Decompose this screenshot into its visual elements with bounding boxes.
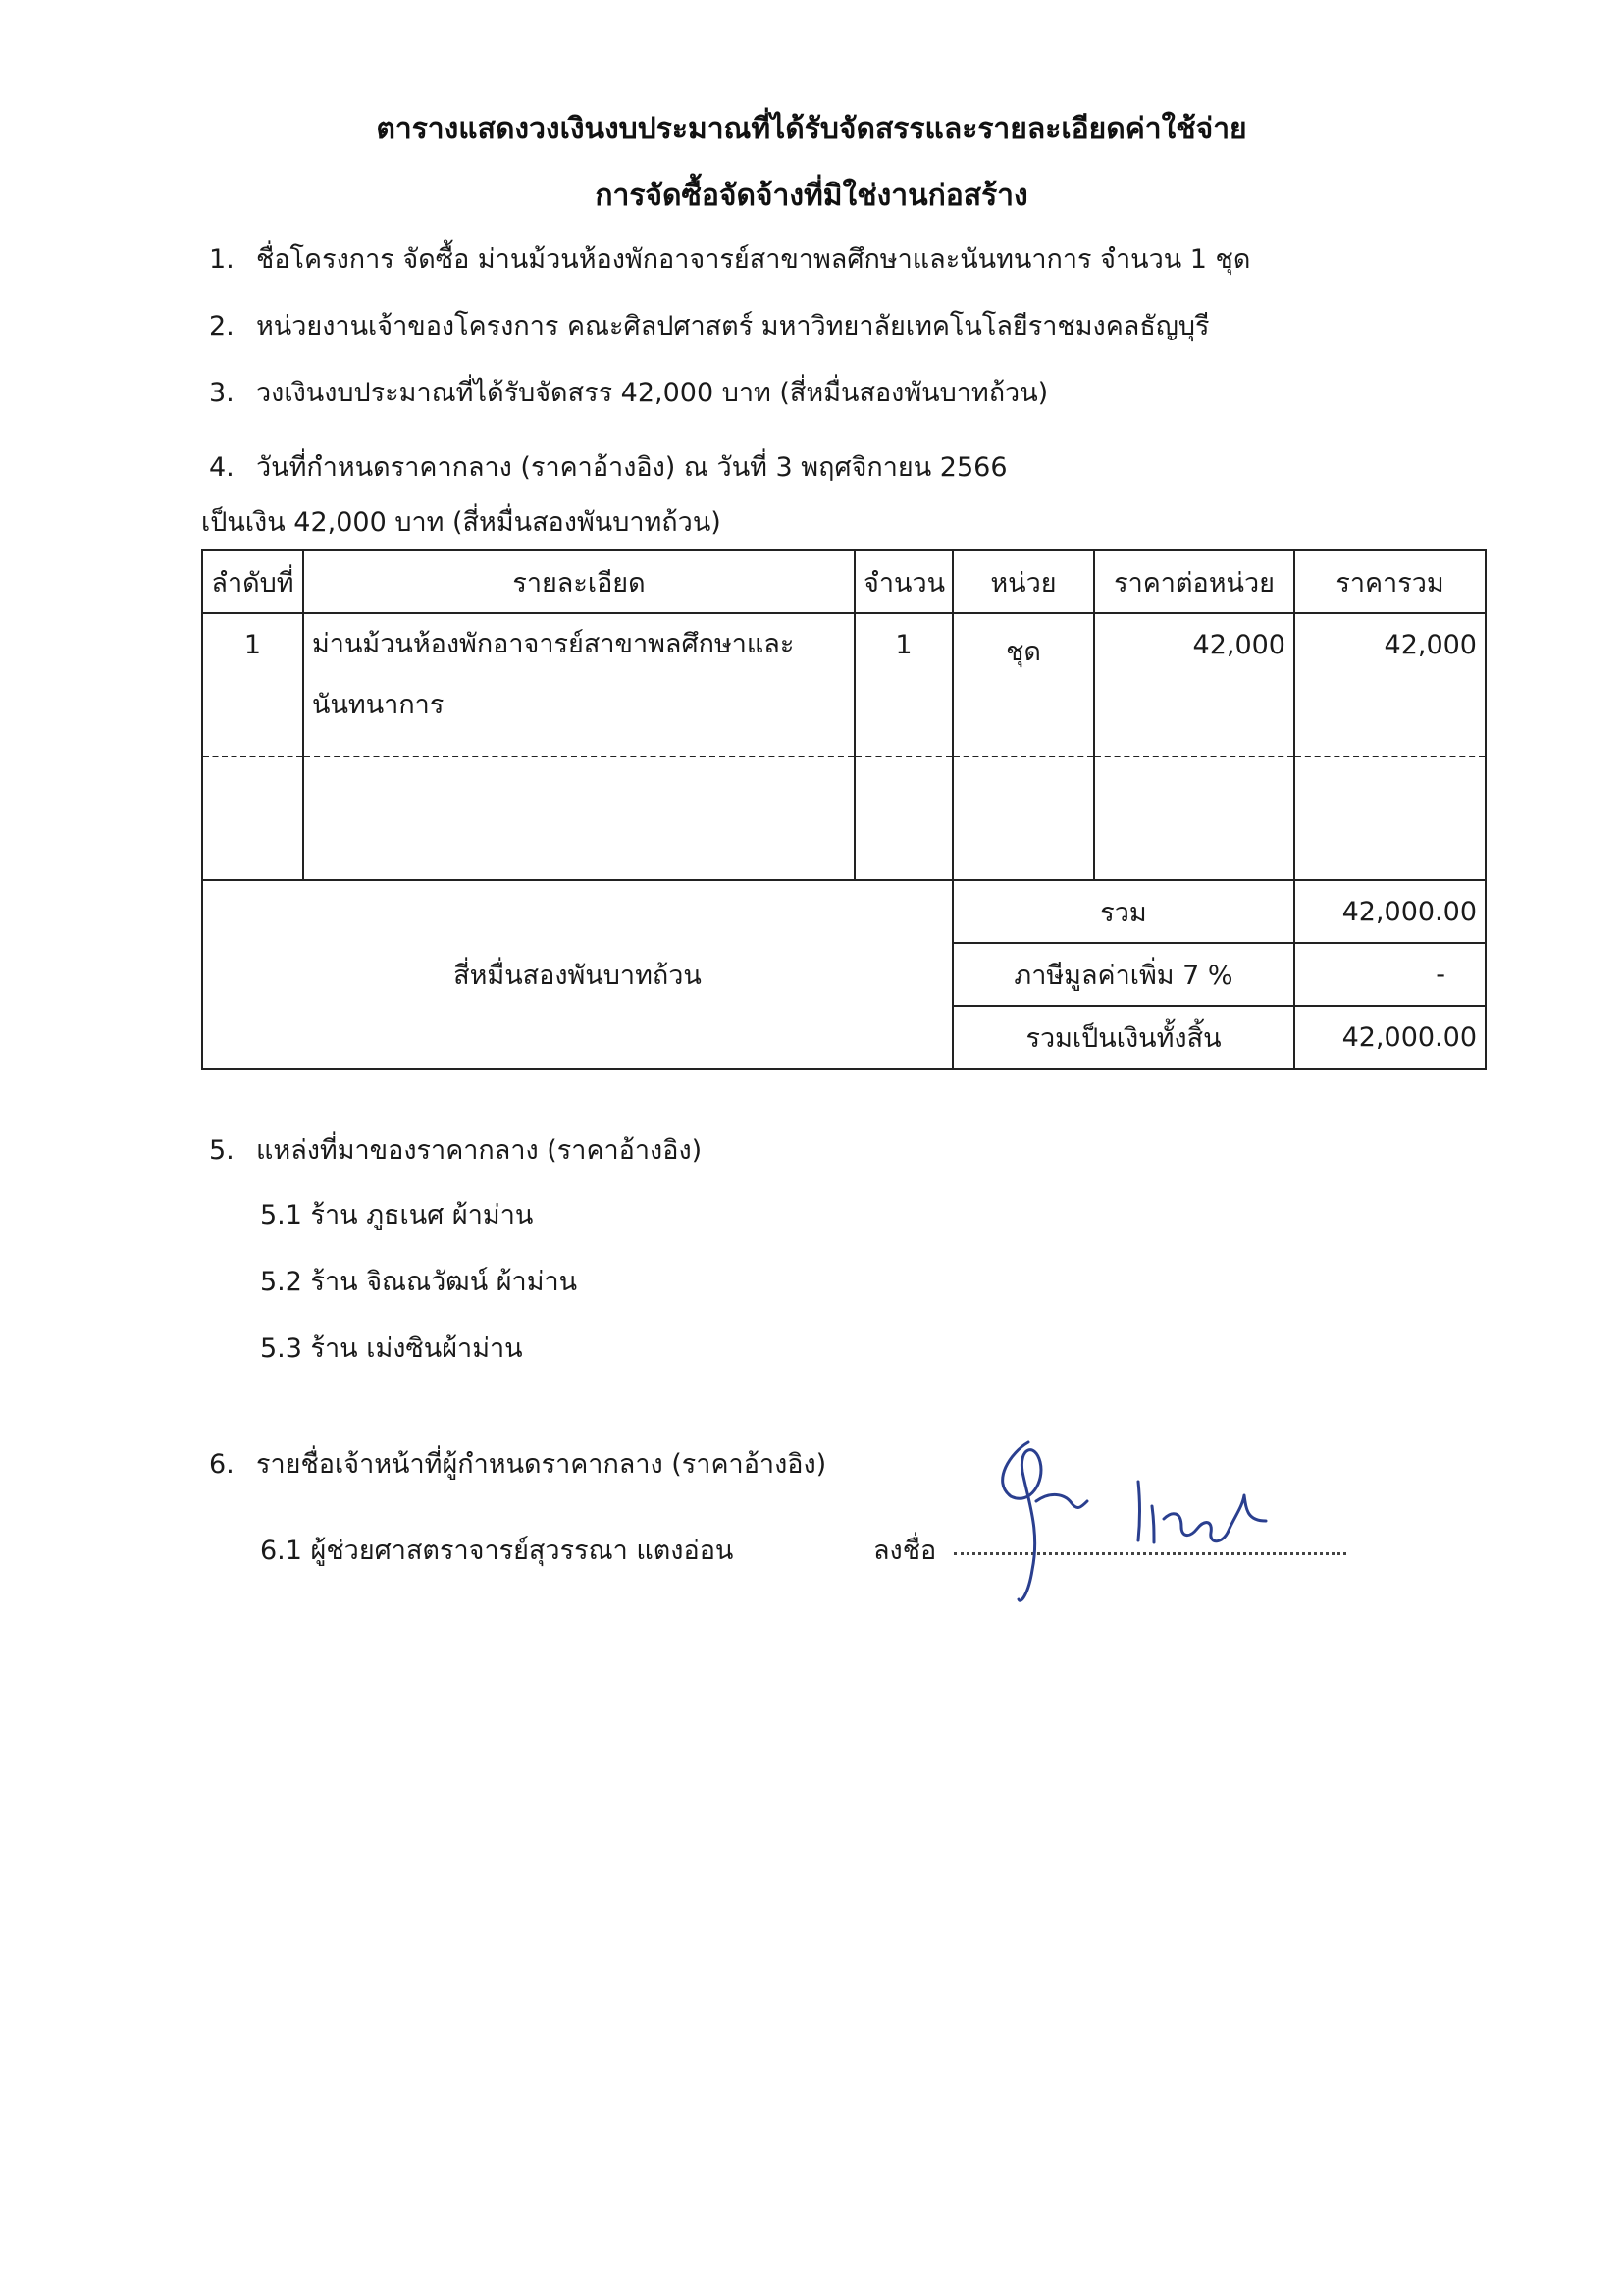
item-number: 6. bbox=[209, 1449, 235, 1480]
project-owner-text: หน่วยงานเจ้าของโครงการ คณะศิลปศาสตร์ มหาวิทยาลัยเทคโนโลยีราชมงคลธัญบุรี bbox=[256, 311, 1210, 341]
header-description: รายละเอียด bbox=[303, 550, 855, 613]
table-row bbox=[202, 613, 1486, 757]
sign-label: ลงชื่อ bbox=[873, 1536, 937, 1566]
row-description-line2: นันทนาการ bbox=[312, 690, 445, 720]
budget-line bbox=[209, 371, 1048, 413]
table-row-empty bbox=[202, 757, 1486, 880]
official-name: 6.1 ผู้ช่วยศาสตราจารย์สุวรรณา แตงอ่อน bbox=[260, 1536, 734, 1566]
reference-date-text: วันที่กำหนดราคากลาง (ราคาอ้างอิง) ณ วันที่ 3 พฤศจิกายน 2566 bbox=[256, 452, 1008, 483]
document-title-line1: ตารางแสดงวงเงินงบประมาณที่ได้รับจัดสรรและรายละเอียดค่าใช้จ่าย bbox=[376, 112, 1247, 146]
row-description bbox=[303, 613, 855, 757]
table-header-row bbox=[202, 550, 1486, 613]
row-unit: ชุด bbox=[953, 613, 1094, 757]
header-unit: หน่วย bbox=[953, 550, 1094, 613]
subtotal-label: รวม bbox=[953, 880, 1294, 943]
item-number: 3. bbox=[209, 378, 235, 408]
item-number: 1. bbox=[209, 244, 235, 275]
empty-cell bbox=[1294, 757, 1486, 880]
handwritten-signature bbox=[971, 1413, 1295, 1619]
officials-heading bbox=[209, 1442, 826, 1485]
reference-date-line bbox=[209, 445, 1008, 488]
amount-in-words: สี่หมื่นสองพันบาทถ้วน bbox=[202, 880, 953, 1069]
price-source-1: 5.1 ร้าน ภูธเนศ ผ้าม่าน bbox=[260, 1200, 534, 1230]
cost-table bbox=[201, 549, 1487, 1070]
subtotal-row bbox=[202, 880, 1486, 943]
item-number: 5. bbox=[209, 1135, 235, 1166]
price-source-2: 5.2 ร้าน จิณณวัฒน์ ผ้าม่าน bbox=[260, 1267, 578, 1297]
amount-line: เป็นเงิน 42,000 บาท (สี่หมื่นสองพันบาทถ้วน) bbox=[201, 507, 721, 538]
price-sources-heading bbox=[209, 1128, 702, 1171]
project-name-line bbox=[209, 237, 1250, 280]
item-number: 2. bbox=[209, 311, 235, 341]
price-source-3: 5.3 ร้าน เม่งซินผ้าม่าน bbox=[260, 1333, 523, 1364]
grand-total-value: 42,000.00 bbox=[1294, 1006, 1486, 1069]
vat-value: - bbox=[1294, 943, 1486, 1006]
project-owner-line bbox=[209, 304, 1209, 346]
row-description-line1: ม่านม้วนห้องพักอาจารย์สาขาพลศึกษาและ bbox=[312, 629, 795, 659]
row-no: 1 bbox=[202, 613, 303, 757]
empty-cell bbox=[855, 757, 953, 880]
empty-cell bbox=[202, 757, 303, 880]
item-number: 4. bbox=[209, 452, 235, 483]
header-no: ลำดับที่ bbox=[202, 550, 303, 613]
project-name-text: ชื่อโครงการ จัดซื้อ ม่านม้วนห้องพักอาจารย์สาขาพลศึกษาและนันทนาการ จำนวน 1 ชุด bbox=[256, 244, 1251, 275]
empty-cell bbox=[303, 757, 855, 880]
grand-total-label: รวมเป็นเงินทั้งสิ้น bbox=[953, 1006, 1294, 1069]
officials-title: รายชื่อเจ้าหน้าที่ผู้กำหนดราคากลาง (ราคาอ้างอิง) bbox=[256, 1449, 827, 1480]
empty-cell bbox=[953, 757, 1094, 880]
budget-text: วงเงินงบประมาณที่ได้รับจัดสรร 42,000 บาท (สี่หมื่นสองพันบาทถ้วน) bbox=[256, 378, 1049, 408]
row-quantity: 1 bbox=[855, 613, 953, 757]
row-unit-price: 42,000 bbox=[1094, 613, 1294, 757]
price-sources-title: แหล่งที่มาของราคากลาง (ราคาอ้างอิง) bbox=[256, 1135, 703, 1166]
subtotal-value: 42,000.00 bbox=[1294, 880, 1486, 943]
header-total: ราคารวม bbox=[1294, 550, 1486, 613]
document-title-line2: การจัดซื้อจัดจ้างที่มิใช่งานก่อสร้าง bbox=[595, 179, 1028, 213]
vat-label: ภาษีมูลค่าเพิ่ม 7 % bbox=[953, 943, 1294, 1006]
empty-cell bbox=[1094, 757, 1294, 880]
header-quantity: จำนวน bbox=[855, 550, 953, 613]
row-total: 42,000 bbox=[1294, 613, 1486, 757]
header-unit-price: ราคาต่อหน่วย bbox=[1094, 550, 1294, 613]
